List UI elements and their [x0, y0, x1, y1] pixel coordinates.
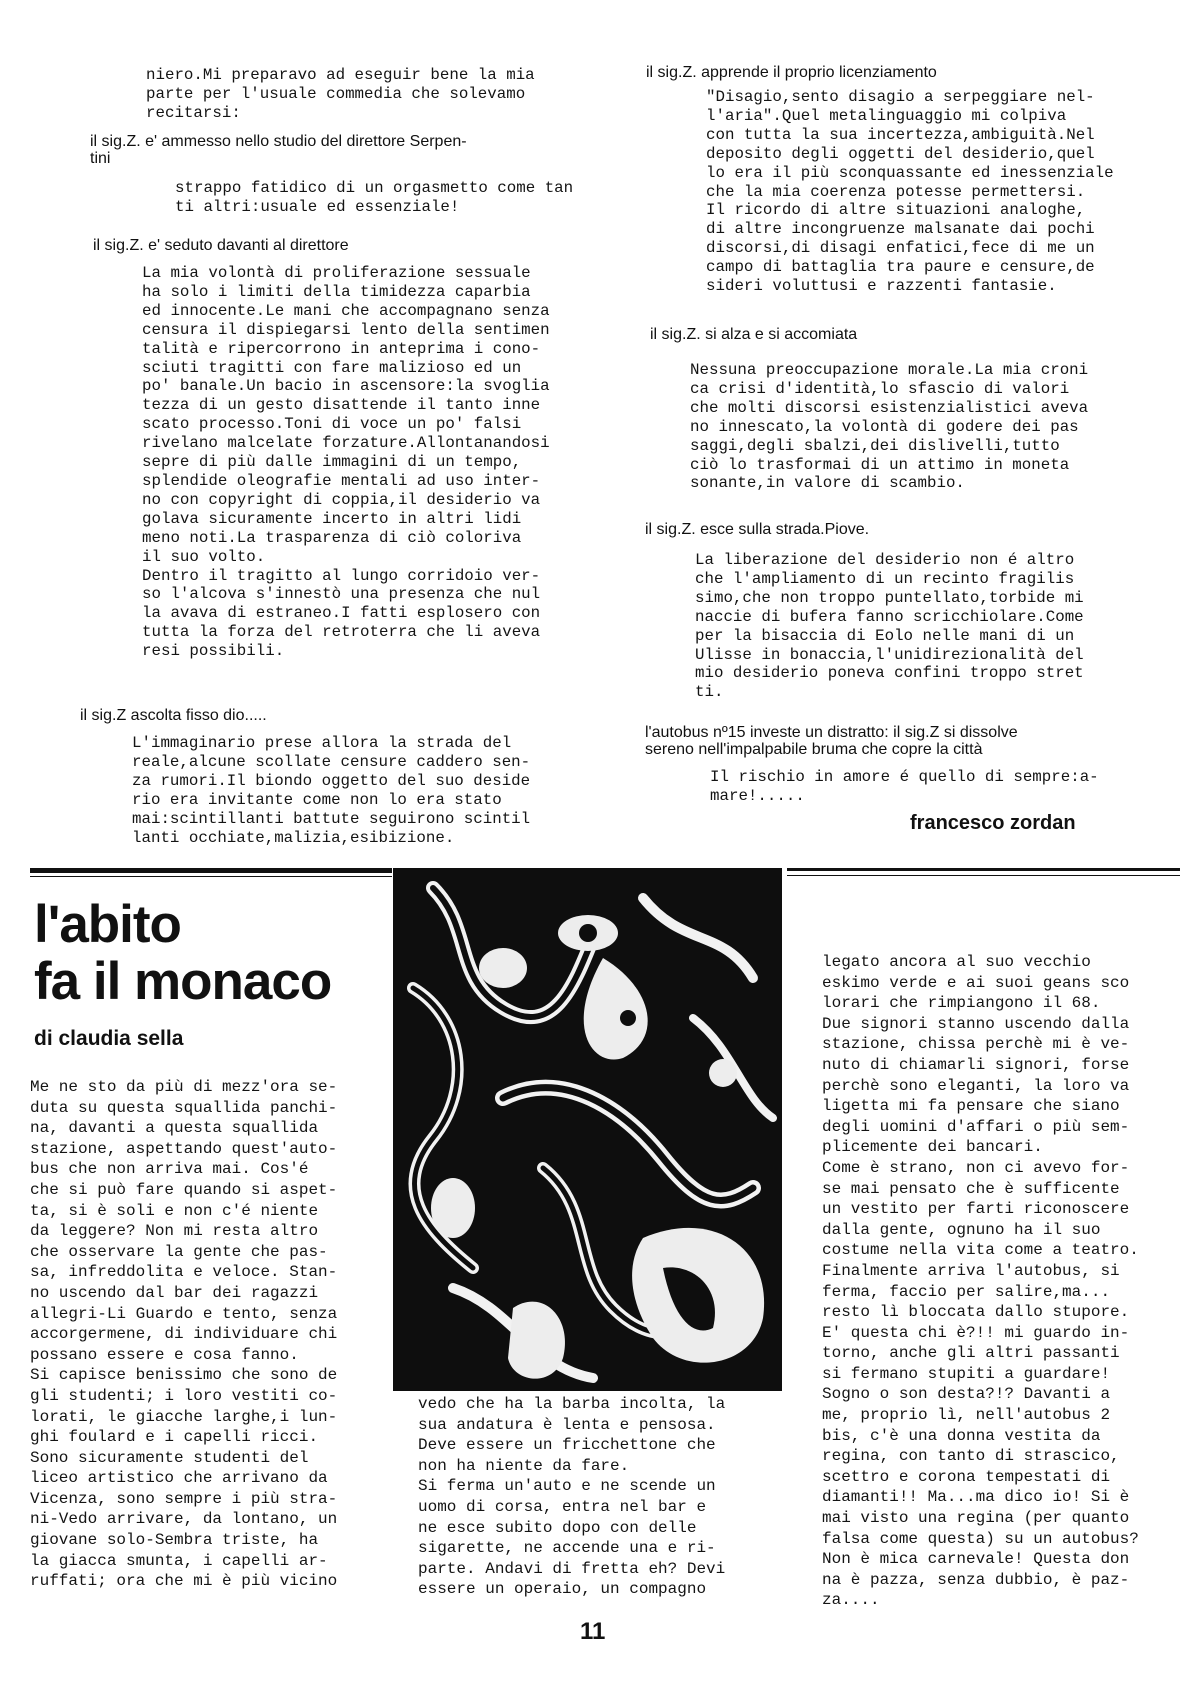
text-line: la giacca smunta, i capelli ar-	[30, 1551, 328, 1570]
text-line: mio desiderio poneva confini troppo stret	[695, 664, 1084, 683]
text-line: che osservare la gente che pas-	[30, 1242, 328, 1261]
text-line: ciò lo trasformai di un attimo in moneta	[690, 455, 1070, 474]
story-heading-5: il sig.Z. si alza e si accomiata	[650, 326, 858, 343]
story-author: francesco zordan	[910, 812, 1076, 834]
story-col2-d	[710, 768, 1099, 806]
text-line: uomo di corsa, entra nel bar e	[418, 1497, 707, 1516]
text-line: no innescato,la volontà di godere dei pas	[690, 417, 1079, 436]
article-col3	[822, 952, 1139, 1611]
text-line: vedo che ha la barba incolta, la	[418, 1395, 726, 1413]
text-line: ferma, faccio per salire,ma...	[822, 1282, 1111, 1301]
text-line: po' banale.Un bacio in ascensore:la svoglia	[142, 377, 550, 396]
text-line: sideri voluttusi e razzenti fantasie.	[706, 277, 1057, 296]
divider-rule-right-thin	[787, 875, 1180, 876]
text-line: plicemente dei bancari.	[822, 1138, 1043, 1157]
text-line: E' questa chi è?!! mi guardo in-	[822, 1323, 1130, 1342]
article-title-line-2: fa il monaco	[34, 952, 332, 1011]
story-col2-c	[695, 551, 1084, 702]
text-line: possano essere e cosa fanno.	[30, 1345, 299, 1364]
text-line: essere un operaio, un compagno	[418, 1580, 707, 1599]
text-line: Non è mica carnevale! Questa don	[822, 1550, 1130, 1569]
text-line: talità e ripercorrono in anteprima i cono-	[142, 339, 541, 358]
text-line: stazione, chissa perchè mi è ve-	[822, 1035, 1130, 1054]
text-line: di altre incongruenze malsanate dai pochi	[706, 220, 1095, 239]
story-col2-b	[690, 361, 1088, 493]
text-line: sa, infreddolita e veloce. Stan-	[30, 1263, 338, 1282]
text-line: lanti occhiate,malizia,esibizione.	[132, 828, 455, 847]
text-line: Sogno o son desta?!? Davanti a	[822, 1385, 1111, 1404]
story-col2-a	[706, 88, 1114, 296]
text-line: falsa come questa) su un autobus?	[822, 1529, 1139, 1548]
text-line: ha solo i limiti della timidezza caparbia	[142, 282, 531, 301]
text-line: simo,che non troppo puntellato,torbide mi	[695, 588, 1084, 607]
text-line: Ulisse in bonaccia,l'unidirezionalità del	[695, 645, 1084, 664]
text-line: tini	[90, 150, 111, 167]
text-line: discorsi,di disagi enfatici,fece di me un	[706, 239, 1095, 258]
text-line: che la mia coerenza potesse permettersi.	[706, 182, 1086, 201]
text-line: nuto di chiamarli signori, forse	[822, 1055, 1130, 1074]
text-line: no con copyright di coppia,il desiderio va	[142, 490, 541, 509]
text-line: ligetta mi fa pensare che siano	[822, 1097, 1120, 1116]
text-line: recitarsi:	[146, 103, 241, 122]
text-line: non ha niente da fare.	[418, 1456, 630, 1475]
article-byline: di claudia sella	[34, 1027, 184, 1050]
text-line: sereno nell'impalpabile bruma che copre la città	[645, 741, 983, 758]
text-line: che si può fare quando si aspet-	[30, 1180, 338, 1199]
text-line: tezza di un gesto disattende il tanto inne	[142, 396, 541, 415]
text-line: deposito degli oggetti del desiderio,quel	[706, 144, 1095, 163]
text-line: ti altri:usuale ed essenziale!	[175, 197, 460, 216]
text-line: accorgermene, di individuare chi	[30, 1325, 338, 1344]
text-line: bus che non arriva mai. Cos'é	[30, 1160, 309, 1179]
text-line: ed innocente.Le mani che accompagnano senza	[142, 301, 550, 320]
text-line: sepre di più dalle immagini di un tempo,	[142, 453, 522, 472]
text-line: na, davanti a questa squallida	[30, 1119, 319, 1138]
story-col1-top	[146, 66, 535, 123]
text-line: mai visto una regina (per quanto	[822, 1509, 1130, 1528]
text-line: duta su questa squallida panchi-	[30, 1098, 338, 1117]
text-line: Si ferma un'auto e ne scende un	[418, 1477, 716, 1496]
text-line: dalla gente, ognuno ha il suo	[822, 1220, 1101, 1239]
text-line: rio era invitante come non lo era stato	[132, 790, 502, 809]
text-line: splendide oleografie mentali ad uso inter-	[142, 471, 541, 490]
story-col1-d	[132, 734, 530, 847]
text-line: ca crisi d'identità,lo sfascio di valori	[690, 379, 1070, 398]
text-line: costume nella vita come a teatro.	[822, 1241, 1139, 1260]
text-line: stazione, aspettando quest'auto-	[30, 1139, 338, 1158]
text-line: na è pazza, senza dubbio, è paz-	[822, 1570, 1130, 1589]
text-line: Come è strano, non ci avevo for-	[822, 1158, 1130, 1177]
text-line: bis, c'è una donna vestita da	[822, 1426, 1101, 1445]
story-heading-7	[645, 724, 1018, 758]
text-line: ghi foulard e i capelli ricci.	[30, 1428, 319, 1447]
text-line: ruffati; ora che mi è più vicino	[30, 1572, 338, 1591]
text-line: ni-Vedo arrivare, da lontano, un	[30, 1510, 338, 1529]
text-line: mare!.....	[710, 786, 805, 805]
text-line: il sig.Z. e' ammesso nello studio del direttore Serpen-	[90, 133, 467, 150]
text-line: lo era il più sconquassante ed inessenziale	[706, 163, 1114, 182]
text-line: so l'alcova s'innestò una presenza che nul	[142, 585, 541, 604]
text-line: perchè sono eleganti, la loro va	[822, 1076, 1130, 1095]
text-line: con tutta la sua incertezza,ambiguità.Nel	[706, 125, 1095, 144]
text-line: Il ricordo di altre situazioni analoghe,	[706, 201, 1086, 220]
story-heading-6: il sig.Z. esce sulla strada.Piove.	[645, 521, 870, 538]
text-line: La mia volontà di proliferazione sessuale	[142, 264, 531, 282]
text-line: naccie di bufera fanno scricchiolare.Come	[695, 607, 1084, 626]
page-number: 11	[580, 1618, 606, 1645]
text-line: mai:scintillanti battute seguirono scintil	[132, 809, 531, 828]
text-line: diamanti!! Ma...ma dico io! Si è	[822, 1488, 1130, 1507]
text-line: sonante,in valore di scambio.	[690, 474, 965, 493]
story-heading-2: il sig.Z. e' seduto davanti al direttore	[93, 237, 349, 254]
text-line: censura il dispiegarsi lento della sentimen	[142, 320, 550, 339]
text-line: che molti discorsi esistenzialistici aveva	[690, 398, 1089, 417]
text-line: l'aria".Quel metalinguaggio mi colpiva	[706, 106, 1067, 125]
text-line: giovane solo-Sembra triste, ha	[30, 1531, 319, 1550]
text-line: Deve essere un fricchettone che	[418, 1436, 716, 1455]
text-line: ne esce subito dopo con delle	[418, 1518, 697, 1537]
text-line: sciuti tragitti con fare malizioso ed un	[142, 358, 522, 377]
text-line: za....	[822, 1591, 880, 1610]
text-line: campo di battaglia tra paure e censure,de	[706, 258, 1095, 277]
article-col2	[418, 1394, 725, 1600]
article-title-line-1: l'abito	[34, 895, 181, 954]
text-line: parte per l'usuale commedia che solevamo	[146, 84, 526, 103]
text-line: parte. Andavi di fretta eh? Devi	[418, 1559, 726, 1578]
text-line: allegri-Li Guardo e tento, senza	[30, 1304, 338, 1323]
text-line: za rumori.Il biondo oggetto del suo deside	[132, 771, 531, 790]
text-line: la avava di estraneo.I fatti esplosero con	[142, 604, 541, 623]
text-line: Nessuna preoccupazione morale.La mia croni	[690, 361, 1089, 379]
text-line: un vestito per farti riconoscere	[822, 1200, 1130, 1219]
text-line: Me ne sto da più di mezz'ora se-	[30, 1078, 338, 1096]
text-line: Sono sicuramente studenti del	[30, 1448, 309, 1467]
text-line: meno noti.La trasparenza di ciò coloriva	[142, 528, 522, 547]
text-line: l'autobus nº15 investe un distratto: il sig.Z si dissolve	[645, 724, 1018, 741]
article-title	[34, 896, 331, 1010]
text-line: eskimo verde e ai suoi geans sco	[822, 973, 1130, 992]
article-col1	[30, 1077, 337, 1592]
text-line: L'immaginario prese allora la strada del	[132, 734, 512, 752]
story-heading-4: il sig.Z. apprende il proprio licenziamento	[646, 64, 937, 81]
text-line: strappo fatidico di un orgasmetto come tan	[175, 179, 574, 197]
text-line: sua andatura è lenta e pensosa.	[418, 1415, 716, 1434]
text-line: ta, si è soli e non c'é niente	[30, 1201, 319, 1220]
divider-rule-right	[787, 868, 1180, 871]
text-line: legato ancora al suo vecchio	[822, 953, 1091, 971]
text-line: tutta la forza del retroterra che li aveva	[142, 623, 541, 642]
story-col1-b	[175, 179, 573, 217]
text-line: liceo artistico che arrivano da	[30, 1469, 328, 1488]
text-line: resi possibili.	[142, 642, 285, 661]
text-line: Il rischio in amore é quello di sempre:a-	[710, 768, 1099, 786]
text-line: Dentro il tragitto al lungo corridoio ver-	[142, 566, 541, 585]
surreal-illustration	[393, 868, 782, 1391]
text-line: ti.	[695, 683, 724, 702]
divider-rule-left-thin	[30, 876, 392, 877]
text-line: se mai pensato che è sufficente	[822, 1179, 1120, 1198]
text-line: saggi,degli sbalzi,dei dislivelli,tutto	[690, 436, 1060, 455]
text-line: lorati, le giacche larghe,i lun-	[30, 1407, 338, 1426]
text-line: da leggere? Non mi resta altro	[30, 1222, 319, 1241]
text-line: sigarette, ne accende una e ri-	[418, 1539, 716, 1558]
story-col1-c	[142, 264, 550, 661]
story-heading-1	[90, 133, 467, 167]
text-line: scato processo.Toni di voce un po' falsi	[142, 415, 522, 434]
text-line: niero.Mi preparavo ad eseguir bene la mia	[146, 66, 535, 84]
text-line: rivelano malcelate forzature.Allontanandosi	[142, 434, 550, 453]
text-line: scettro e corona tempestati di	[822, 1467, 1111, 1486]
text-line: Due signori stanno uscendo dalla	[822, 1014, 1130, 1033]
text-line: resto lì bloccata dallo stupore.	[822, 1303, 1130, 1322]
text-line: torno, anche gli altri passanti	[822, 1344, 1120, 1363]
text-line: Finalmente arriva l'autobus, si	[822, 1261, 1120, 1280]
text-line: regina, con tanto di strascico,	[822, 1447, 1120, 1466]
text-line: "Disagio,sento disagio a serpeggiare nel-	[706, 88, 1095, 106]
text-line: degli uomini d'affari o più sem-	[822, 1117, 1130, 1136]
text-line: reale,alcune scollate censure caddero sen-	[132, 752, 531, 771]
text-line: si fermano stupiti a guardare!	[822, 1364, 1111, 1383]
text-line: me, proprio lì, nell'autobus 2	[822, 1406, 1111, 1425]
text-line: no uscendo dal bar dei ragazzi	[30, 1283, 319, 1302]
text-line: lorari che rimpiangono il 68.	[822, 994, 1101, 1013]
text-line: Vicenza, sono sempre i più stra-	[30, 1489, 338, 1508]
text-line: Si capisce benissimo che sono de	[30, 1366, 338, 1385]
story-heading-3: il sig.Z ascolta fisso dio.....	[80, 707, 267, 724]
text-line: gli studenti; i loro vestiti co-	[30, 1386, 338, 1405]
divider-rule-left	[30, 868, 392, 873]
text-line: golava sicuramente incerto in altri lidi	[142, 509, 522, 528]
text-line: il suo volto.	[142, 547, 266, 566]
text-line: per la bisaccia di Eolo nelle mani di un	[695, 626, 1075, 645]
text-line: che l'ampliamento di un recinto fragilis	[695, 569, 1075, 588]
text-line: La liberazione del desiderio non é altro	[695, 551, 1075, 569]
